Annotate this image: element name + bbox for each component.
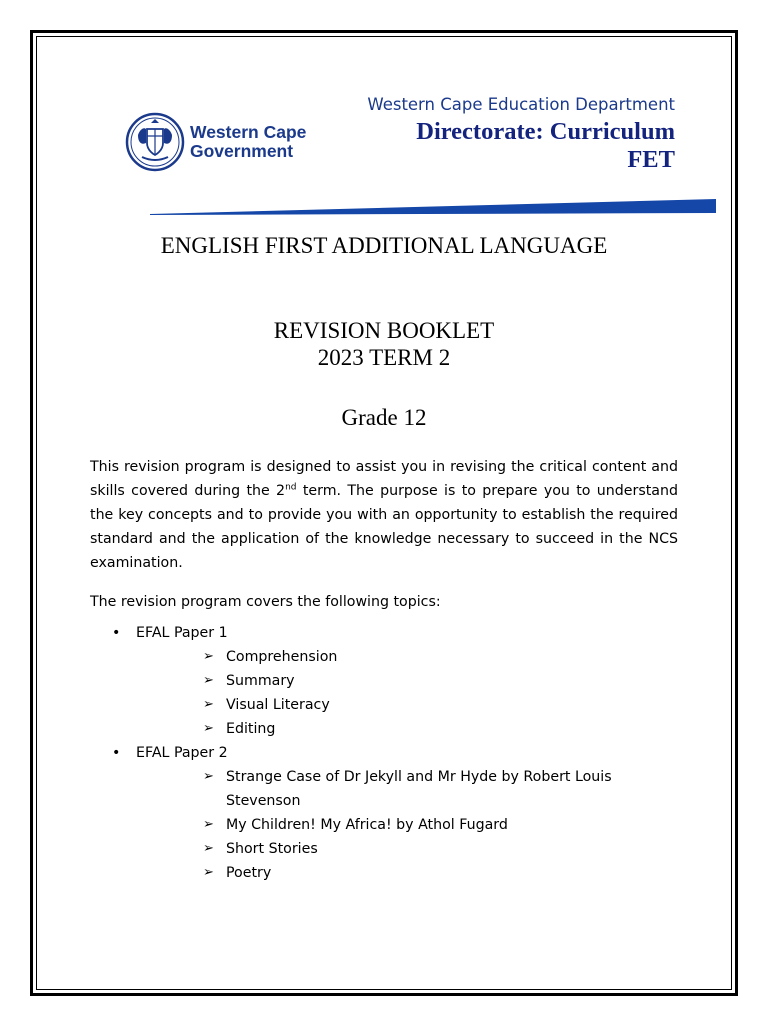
arrow-bullet-icon: ➢ <box>203 769 214 784</box>
directorate-block <box>416 118 675 174</box>
arrow-bullet-icon: ➢ <box>203 673 214 688</box>
intro-paragraph <box>90 455 678 575</box>
arrow-bullet-icon: ➢ <box>203 697 214 712</box>
arrow-bullet-icon: ➢ <box>203 865 214 880</box>
topic-item <box>136 693 690 717</box>
topic-item <box>136 717 690 741</box>
topic-label: Short Stories <box>226 841 318 857</box>
subject-title: ENGLISH FIRST ADDITIONAL LANGUAGE <box>160 233 608 258</box>
paper-item <box>90 741 690 885</box>
header-divider-bar <box>150 199 716 217</box>
paper-name: EFAL Paper 2 <box>136 745 228 761</box>
arrow-bullet-icon: ➢ <box>203 841 214 856</box>
logo-line-1: Western Cape <box>190 122 307 142</box>
directorate-name: Directorate: Curriculum <box>416 118 675 145</box>
topics-intro: The revision program covers the following topics: <box>90 594 441 610</box>
bullet-icon: • <box>112 625 121 641</box>
paper-item <box>90 621 690 741</box>
coat-of-arms-icon <box>124 111 186 173</box>
topic-list <box>90 621 690 885</box>
arrow-bullet-icon: ➢ <box>203 721 214 736</box>
topic-item <box>136 669 690 693</box>
department-name: Western Cape Education Department <box>367 95 675 114</box>
topic-sublist <box>136 765 690 885</box>
topic-item <box>136 765 690 813</box>
topic-label: My Children! My Africa! by Athol Fugard <box>226 817 508 833</box>
topic-item <box>136 861 690 885</box>
bullet-icon: • <box>112 745 121 761</box>
topic-sublist <box>136 645 690 741</box>
topic-label: Comprehension <box>226 649 338 665</box>
arrow-bullet-icon: ➢ <box>203 817 214 832</box>
intro-text-1: This revision program is designed to assist you in revising the critical content and skills covered during the 2 <box>90 459 678 499</box>
phase-label: FET <box>627 146 675 173</box>
topic-item <box>136 645 690 669</box>
logo-text <box>190 123 306 161</box>
topic-label: Strange Case of Dr Jekyll and Mr Hyde by Robert Louis Stevenson <box>226 769 612 809</box>
intro-text-2: term. The purpose is to prepare you to understand the key concepts and to provide you with an opportunity to establish the required standard and the application of the knowledge necessary to succeed in the NCS examination. <box>90 483 678 571</box>
topic-label: Editing <box>226 721 276 737</box>
booklet-title: REVISION BOOKLET <box>273 318 495 343</box>
western-cape-logo <box>124 112 334 172</box>
term-title: 2023 TERM 2 <box>317 345 451 370</box>
topic-label: Visual Literacy <box>226 697 330 713</box>
arrow-bullet-icon: ➢ <box>203 649 214 664</box>
grade-title: Grade 12 <box>341 405 427 430</box>
logo-line-2: Government <box>190 141 294 161</box>
topic-item <box>136 837 690 861</box>
topic-label: Summary <box>226 673 295 689</box>
topic-label: Poetry <box>226 865 272 881</box>
booklet-title-block <box>0 317 768 371</box>
topic-item <box>136 813 690 837</box>
intro-superscript: nd <box>285 482 297 493</box>
paper-name: EFAL Paper 1 <box>136 625 228 641</box>
